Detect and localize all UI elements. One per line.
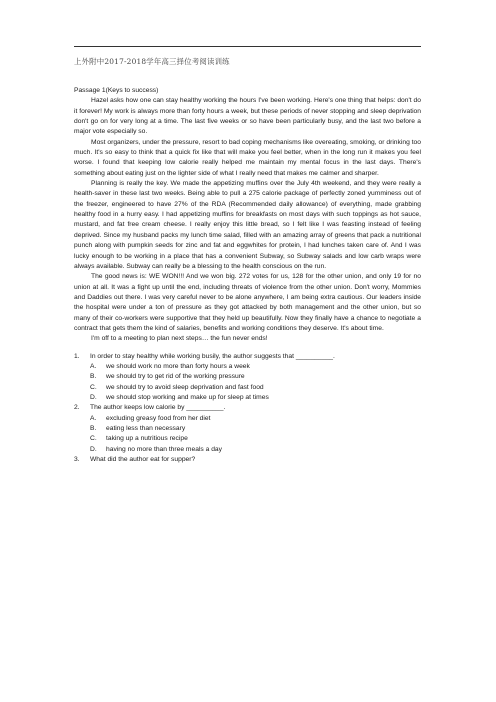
paragraph: Most organizers, under the pressure, resort to bad coping mechanisms like overeating, smoking, or drinking too much. It's so easy to think that a quick fix like that will make you feel better, when in the long run it makes you feel worse. I found that keeping low calorie really helped me maintain my mental focus in the last days. There's something about eating just on the lighter side of what I really need that makes me calmer and sharper. <box>74 138 421 177</box>
question-text: What did the author eat for supper? <box>90 456 196 464</box>
option-letter: C. <box>90 435 97 443</box>
option-text: eating less than necessary <box>106 425 186 432</box>
question <box>74 455 421 465</box>
option-letter: C. <box>90 383 97 391</box>
question <box>74 352 421 362</box>
question-text: The author keeps low calorie by __________. <box>90 404 226 412</box>
paragraph: I'm off to a meeting to plan next steps… the fun never ends! <box>91 335 268 343</box>
option <box>74 445 421 455</box>
option <box>74 393 421 403</box>
option-text: we should stop working and make up for sleep at times <box>106 393 269 401</box>
option-letter: B. <box>90 373 97 381</box>
question-number: 1. <box>74 352 80 360</box>
passage-title: Passage 1(Keys to success) <box>74 87 159 94</box>
option <box>74 372 421 382</box>
question <box>74 403 421 413</box>
paragraph: The good news is: WE WON!!! And we won big. 272 votes for us, 128 for the other union, and only 19 for no union at all. It was a fight up until the end, including threats of violence from the other union. Don't worry, Mommies and Daddies out there. I was very careful never to be alone anywhere, I am being extra cautious. Our leaders inside the hospital were under a ton of pressure as they got attacked by both management and the other union, but so many of their co-workers were supportive that they held up beautifully. Now they finally have a chance to negotiate a contract that gets them the kind of salaries, benefits and working conditions they deserve. It's about time. <box>74 273 421 332</box>
option-letter: A. <box>90 362 97 370</box>
option-text: we should work no more than forty hours a week <box>106 362 250 370</box>
paragraph: Hazel asks how one can stay healthy working the hours I've been working. Here's one thing that helps: don't do it forever! My work is always more than forty hours a week, but these periods of never stopping and sleep deprivation don't go on for very long at a time. The last five weeks or so have been particularly busy, and the last two before a major vote especially so. <box>74 97 421 136</box>
paragraph: Planning is really the key. We made the appetizing muffins over the July 4th weekend, and they were really a health-saver in these last two weeks. Being able to pull a 275 calorie package of perfectly zoned yumminess out of the freezer, engineered to have 27% of the RDA (Recommended daily allowance) of everything, made grabbing healthy food in a hurry easy. I had appetizing muffins for breakfasts on most days with such toppings as hot sauce, mustard, and fat free cream cheese. I really enjoy this little bread, so I felt like I was feasting instead of feeling deprived. Since my husband packs my lunch time salad, filled with an amazing array of greens that pack a nutritional punch along with pumpkin seeds for zinc and fat and eggwhites for protein, I had lunches taken care of. And I was lucky enough to be working in a place that has a convenient Subway, so Subway salads and low carb wraps were always available. Subway can really be a blessing to the health conscious on the run. <box>74 180 421 270</box>
document-body <box>74 86 421 465</box>
option-letter: A. <box>90 414 97 422</box>
option-text: excluding greasy food from her diet <box>106 414 211 422</box>
question-number: 3. <box>74 456 80 464</box>
header-rule <box>74 46 421 47</box>
option <box>74 434 421 444</box>
option <box>74 383 421 393</box>
option <box>74 362 421 372</box>
question-text: In order to stay healthy while working busily, the author suggests that __________. <box>90 352 335 360</box>
option-text: we should try to avoid sleep deprivation and fast food <box>106 383 264 391</box>
question-number: 2. <box>74 404 80 412</box>
page-header: 上外附中2017-2018学年高三择位考阅读训练 <box>74 57 230 66</box>
option-letter: D. <box>90 445 97 453</box>
option-text: we should try to get rid of the working pressure <box>106 373 245 381</box>
option-text: taking up a nutritious recipe <box>106 435 188 443</box>
option-text: having no more than three meals a day <box>106 445 222 453</box>
option <box>74 424 421 434</box>
option <box>74 414 421 424</box>
option-letter: B. <box>90 425 97 432</box>
option-letter: D. <box>90 393 97 401</box>
